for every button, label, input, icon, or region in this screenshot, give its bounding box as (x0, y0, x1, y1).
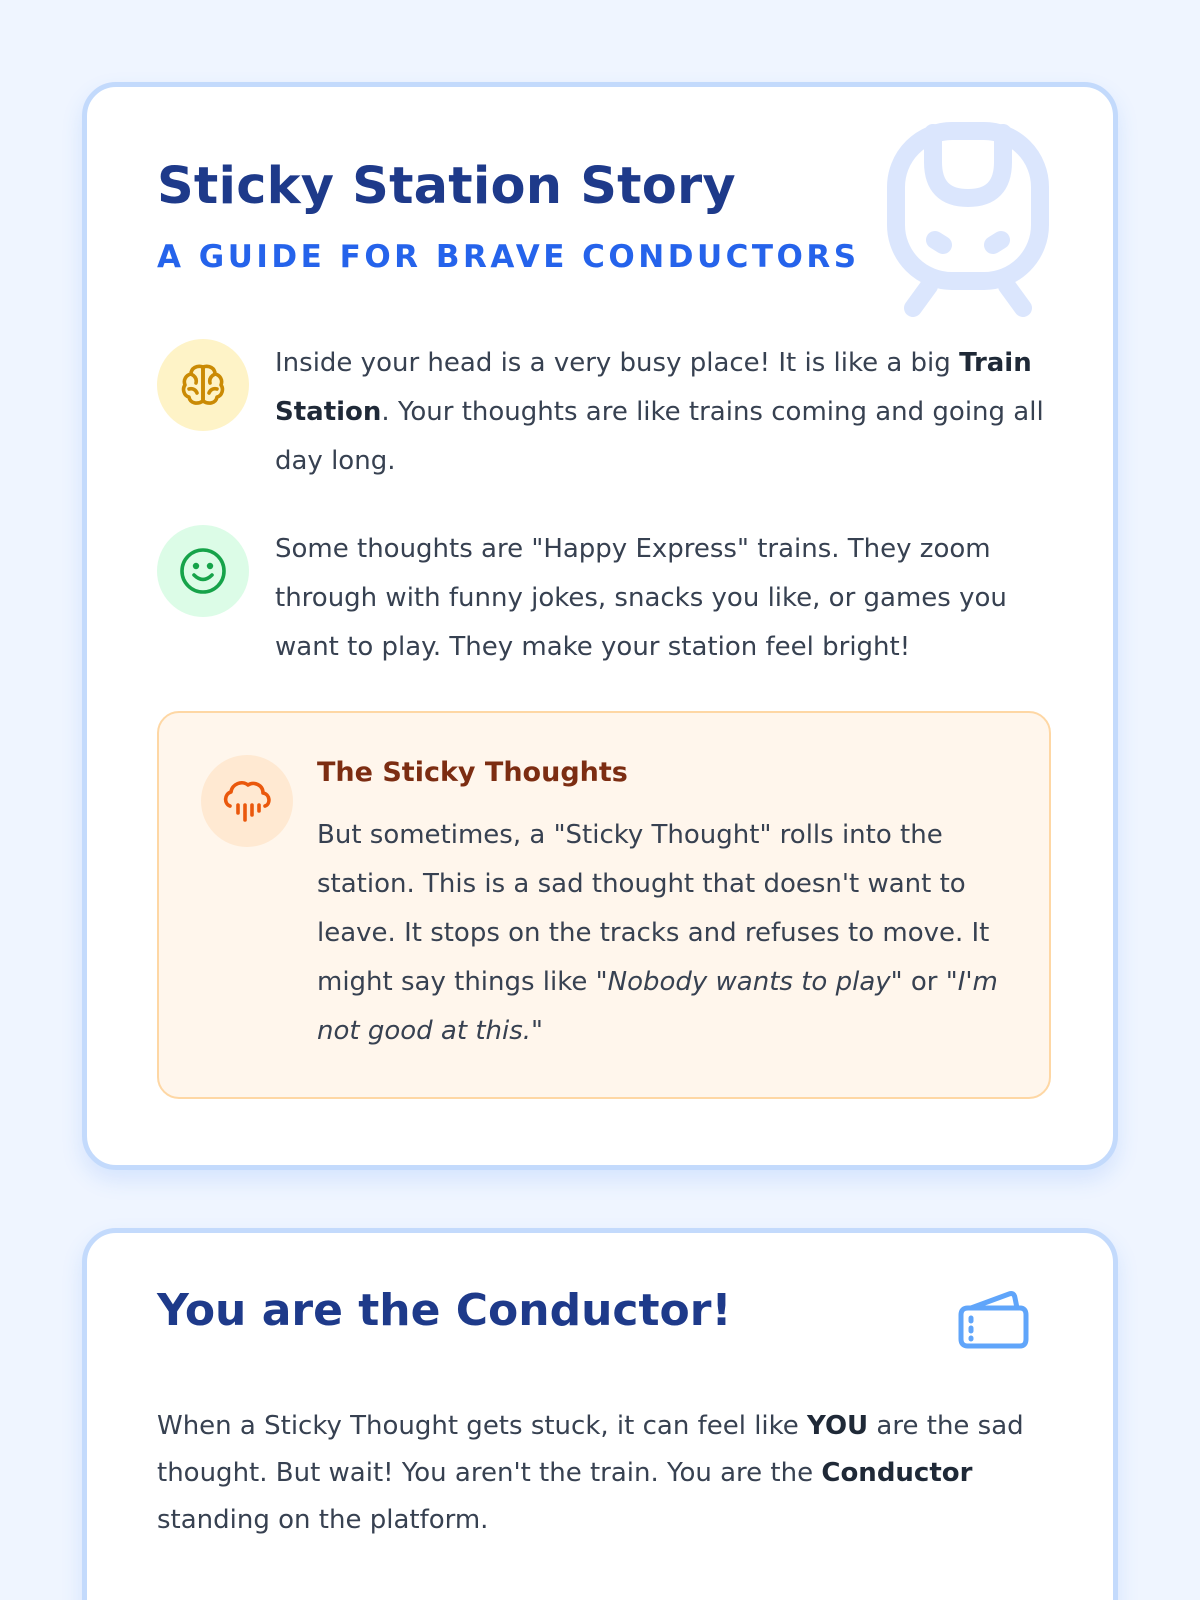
ticket-icon (951, 1277, 1031, 1357)
conductor-paragraph: When a Sticky Thought gets stuck, it can feel like YOU are the sad thought. But wait! You aren't the train. You are the Conductor standing on the platform. (157, 1411, 1024, 1535)
intro-paragraph-row (157, 339, 1047, 486)
sticky-thoughts-text: But sometimes, a "Sticky Thought" rolls into the station. This is a sad thought that doesn't want to leave. It stops on the tracks and refuses to move. It might say things like "Nobody wants to play" or "I'm not good at this." (317, 820, 998, 1046)
conductor-title: You are the Conductor! (157, 1285, 732, 1336)
page-title: Sticky Station Story (157, 157, 736, 216)
story-card (82, 82, 1118, 1170)
train-icon (887, 122, 1049, 318)
smile-icon (157, 525, 249, 617)
page-subtitle: A GUIDE FOR BRAVE CONDUCTORS (157, 239, 860, 275)
sticky-thoughts-title: The Sticky Thoughts (317, 757, 628, 788)
conductor-card (82, 1228, 1118, 1600)
intro-paragraph: Inside your head is a very busy place! It is like a big Train Station. Your thoughts are like trains coming and going all day long. (275, 348, 1044, 476)
rain-cloud-icon (201, 755, 293, 847)
happy-paragraph: Some thoughts are "Happy Express" trains. They zoom through with funny jokes, snacks you like, or games you want to play. They make your station feel bright! (275, 534, 1007, 662)
sticky-thoughts-callout (157, 711, 1051, 1099)
brain-icon (157, 339, 249, 431)
happy-paragraph-row (157, 525, 1047, 672)
